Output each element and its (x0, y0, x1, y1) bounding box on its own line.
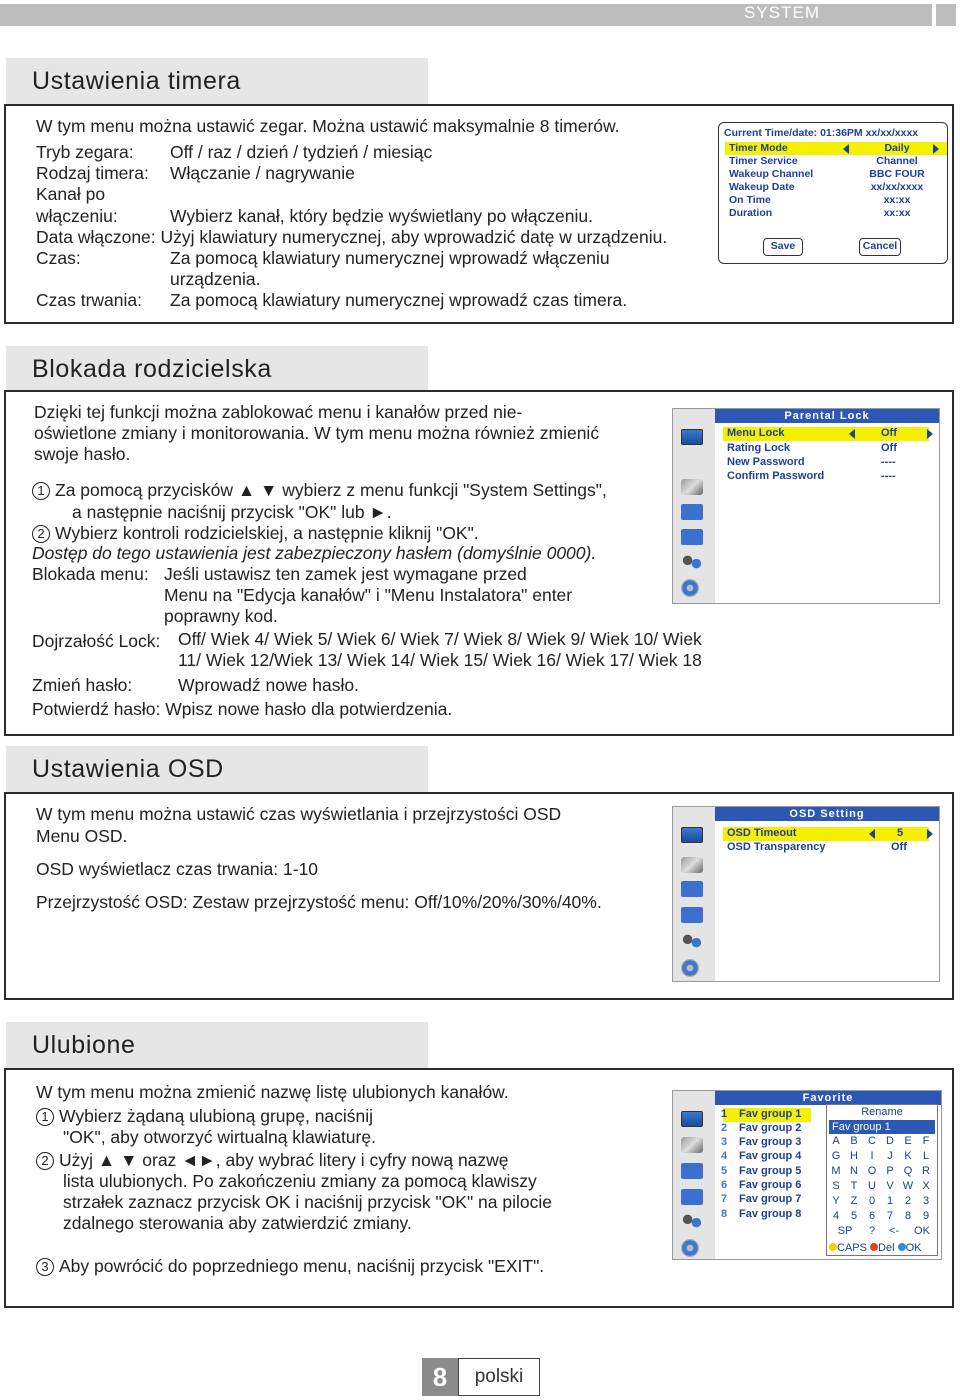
timer-row-value[interactable]: BBC FOUR (869, 168, 925, 180)
fav-step-2-text: Użyj ▲ ▼ oraz ◄►, aby wybrać litery i cyfry nową nazwę (59, 1150, 509, 1170)
ok-legend: OK (905, 1242, 922, 1254)
timer-intro: W tym menu można ustawić zegar. Można ustawić maksymalnie 8 timerów. (36, 116, 620, 136)
key[interactable]: N (850, 1165, 858, 1177)
menu-icon-column (673, 1091, 715, 1259)
fav-group-label[interactable]: Fav group 5 (739, 1165, 802, 1177)
parental-lock-label: Blokada menu: (32, 564, 149, 584)
tools-icon[interactable] (681, 479, 703, 495)
section-tab-favorites (6, 1022, 428, 1068)
timer-row-label[interactable]: On Time (729, 194, 771, 206)
people-icon[interactable] (681, 933, 703, 949)
key[interactable]: B (850, 1135, 858, 1147)
menu-icon-column (673, 807, 715, 981)
key[interactable]: F (922, 1135, 930, 1147)
osd-p4: Przejrzystość OSD: Zestaw przejrzystość menu: Off/10%/20%/30%/40%. (36, 892, 602, 912)
key[interactable]: U (868, 1180, 876, 1192)
section-title-parental: Blokada rodzicielska (32, 355, 272, 383)
parental-step-2 (32, 523, 479, 544)
timer-dialog-header: Current Time/date: 01:36PM xx/xx/xxxx (724, 127, 919, 139)
key[interactable]: T (850, 1180, 858, 1192)
rename-field[interactable]: Fav group 1 (829, 1120, 935, 1134)
key[interactable]: V (886, 1180, 894, 1192)
key[interactable]: 9 (922, 1210, 930, 1222)
arrow-left-icon[interactable] (869, 829, 875, 839)
rename-title: Rename (861, 1106, 903, 1118)
key[interactable]: W (902, 1180, 914, 1192)
parental-p3: swoje hasło. (34, 444, 131, 464)
parental-step-1 (32, 480, 607, 501)
fav-step-1-text: Wybierz żądaną ulubioną grupę, naciśnij (59, 1106, 374, 1126)
timer-mode-label: Tryb zegara: (36, 142, 134, 162)
key[interactable]: O (867, 1165, 877, 1177)
fav-group-num[interactable]: 2 (721, 1122, 728, 1134)
backspace-key[interactable]: <- (888, 1225, 900, 1237)
parental-age-2: 11/ Wiek 12/Wiek 13/ Wiek 14/ Wiek 15/ Wiek 16/ Wiek 17/ Wiek 18 (178, 650, 702, 670)
fav-p1: W tym menu można zmienić nazwę listę ulubionych kanałów. (36, 1082, 509, 1102)
section-tab-timer (6, 58, 428, 104)
space-key[interactable]: SP (837, 1225, 853, 1237)
timer-row-value[interactable]: xx:xx (883, 194, 911, 206)
key[interactable]: ? (868, 1225, 876, 1237)
save-button[interactable]: Save (763, 238, 803, 256)
parental-row-label[interactable]: New Password (727, 456, 805, 468)
key[interactable]: E (904, 1135, 912, 1147)
folder-icon[interactable] (681, 1163, 703, 1179)
key[interactable]: H (850, 1150, 858, 1162)
parental-note: Dostęp do tego ustawienia jest zabezpieczony hasłem (domyślnie 0000). (32, 543, 597, 563)
disc-icon[interactable] (681, 959, 699, 977)
timer-row-value[interactable]: xx:xx (883, 207, 911, 219)
fav-group-num[interactable]: 6 (721, 1179, 728, 1191)
section-tab-osd (6, 746, 428, 792)
key[interactable]: 6 (868, 1210, 876, 1222)
folder-icon[interactable] (681, 881, 703, 897)
parental-p1: Dzięki tej funkcji można zablokować menu i kanałów przed nie- (34, 402, 523, 422)
fav-group-label[interactable]: Fav group 7 (739, 1193, 802, 1205)
fav-group-num[interactable]: 5 (721, 1165, 728, 1177)
menu-icon-column (673, 409, 715, 603)
key[interactable]: 0 (868, 1195, 876, 1207)
parental-pw-label: Zmień hasło: (32, 675, 133, 695)
section-title-timer: Ustawienia timera (32, 67, 241, 95)
timer-duration-label: Czas trwania: (36, 290, 143, 310)
key[interactable]: S (832, 1180, 840, 1192)
fav-step-3-text: Aby powrócić do poprzedniego menu, naciśnij przycisk "EXIT". (59, 1256, 545, 1276)
timer-row-label[interactable]: Timer Service (729, 155, 798, 167)
key[interactable]: 1 (886, 1195, 894, 1207)
favorite-panel-title: Favorite (715, 1091, 941, 1105)
parental-lock-1: Jeśli ustawisz ten zamek jest wymagane przed (164, 564, 527, 584)
osd-row-value[interactable]: Off (891, 841, 907, 853)
header-edge (936, 4, 956, 26)
fav-group-label[interactable]: Fav group 4 (739, 1150, 802, 1162)
timer-time-label: Czas: (36, 248, 81, 268)
fav-step-2b: lista ulubionych. Po zakończeniu zmiany za pomocą klawiszy (63, 1171, 537, 1191)
parental-lock-panel (672, 408, 940, 604)
key[interactable]: X (922, 1180, 930, 1192)
timer-row-value[interactable]: Channel (876, 155, 918, 167)
step-number-2: 2 (32, 525, 50, 543)
timer-type-value: Włączanie / nagrywanie (170, 163, 355, 183)
osd-p2: Menu OSD. (36, 826, 128, 846)
arrow-left-icon[interactable] (849, 429, 855, 439)
key[interactable]: L (922, 1150, 930, 1162)
step-number-2: 2 (36, 1152, 54, 1170)
fav-group-label[interactable]: Fav group 1 (739, 1108, 802, 1120)
tools-icon[interactable] (681, 1137, 703, 1153)
parental-row-label[interactable]: Rating Lock (727, 442, 790, 454)
cancel-button[interactable]: Cancel (859, 238, 901, 256)
fav-step-1 (36, 1106, 373, 1127)
folder-icon[interactable] (681, 907, 703, 923)
section-title-favorites: Ulubione (32, 1031, 136, 1059)
parental-step-1-text: Za pomocą przycisków ▲ ▼ wybierz z menu funkcji "System Settings", (55, 480, 607, 500)
fav-group-label[interactable]: Fav group 3 (739, 1136, 802, 1148)
parental-pw-value: Wprowadź nowe hasło. (178, 675, 359, 695)
monitor-icon[interactable] (681, 827, 703, 843)
key[interactable]: I (870, 1150, 874, 1162)
header-title: SYSTEM (744, 3, 820, 22)
header-bar (0, 0, 960, 28)
key[interactable]: P (886, 1165, 894, 1177)
timer-type-label: Rodzaj timera: (36, 163, 149, 183)
page-language: polski (458, 1358, 540, 1396)
key[interactable]: Q (903, 1165, 913, 1177)
fav-group-label[interactable]: Fav group 2 (739, 1122, 802, 1134)
fav-group-num[interactable]: 1 (721, 1108, 728, 1120)
osd-panel-title: OSD Setting (715, 807, 939, 821)
key[interactable]: 3 (922, 1195, 930, 1207)
key[interactable]: A (832, 1135, 840, 1147)
key[interactable]: 8 (904, 1210, 912, 1222)
key[interactable]: 5 (850, 1210, 858, 1222)
parental-row-value[interactable]: Off (881, 442, 897, 454)
timer-channel-value: Wybierz kanał, który będzie wyświetlany po włączeniu. (170, 206, 593, 226)
fav-group-label[interactable]: Fav group 6 (739, 1179, 802, 1191)
fav-group-num[interactable]: 7 (721, 1193, 728, 1205)
fav-step-2d: zdalnego sterowania aby zatwierdzić zmiany. (63, 1213, 412, 1233)
parental-age-label: Dojrzałość Lock: (32, 631, 161, 651)
timer-row-label[interactable]: Wakeup Channel (729, 168, 814, 180)
folder-icon[interactable] (681, 529, 703, 545)
section-tab-parental (6, 346, 428, 392)
key[interactable]: Y (832, 1195, 840, 1207)
osd-row-value[interactable]: 5 (897, 827, 904, 839)
red-dot-icon (870, 1243, 878, 1251)
parental-lock-3: poprawny kod. (164, 606, 278, 626)
key[interactable]: M (831, 1165, 841, 1177)
timer-channel-label-1: Kanał po (36, 184, 106, 204)
rename-keyboard (826, 1104, 938, 1256)
parental-step-1b: a następnie naciśnij przycisk "OK" lub ►. (72, 502, 392, 522)
osd-row-label[interactable]: OSD Transparency (727, 841, 826, 853)
ok-key[interactable]: OK (914, 1225, 930, 1237)
parental-lock-2: Menu na "Edycja kanałów" i "Menu Instalatora" enter (164, 585, 573, 605)
parental-confirm: Potwierdź hasło: Wpisz nowe hasło dla potwierdzenia. (32, 699, 453, 719)
tools-icon[interactable] (681, 857, 703, 873)
key[interactable]: G (831, 1150, 841, 1162)
key[interactable]: 7 (886, 1210, 894, 1222)
timer-row-label[interactable]: Timer Mode (729, 142, 788, 154)
timer-channel-label-2: włączeniu: (36, 206, 118, 226)
parental-row-value[interactable]: Off (881, 427, 897, 439)
key[interactable]: K (904, 1150, 912, 1162)
section-title-osd: Ustawienia OSD (32, 755, 224, 783)
key[interactable]: R (922, 1165, 930, 1177)
parental-row-value[interactable]: ---- (881, 456, 896, 468)
step-number-1: 1 (36, 1108, 54, 1126)
timer-date-line: Data włączone: Użyj klawiatury numerycznej, aby wprowadzić datę w urządzeniu. (36, 227, 668, 247)
key[interactable]: J (887, 1150, 893, 1162)
folder-icon[interactable] (681, 1189, 703, 1205)
timer-row-label[interactable]: Wakeup Date (729, 181, 795, 193)
osd-setting-panel (672, 806, 940, 982)
parental-step-2-text: Wybierz kontroli rodzicielskiej, a następnie kliknij "OK". (55, 523, 479, 543)
page-number: 8 (422, 1358, 458, 1396)
timer-row-value[interactable]: Daily (884, 142, 910, 154)
yellow-dot-icon (829, 1243, 837, 1251)
parental-p2: oświetlone zmiany i monitorowania. W tym menu można również zmienić (34, 423, 600, 443)
parental-row-value[interactable]: ---- (881, 470, 896, 482)
caps-legend: CAPS (837, 1242, 867, 1254)
keyboard-legend (829, 1242, 937, 1254)
fav-step-3 (36, 1256, 544, 1277)
people-icon[interactable] (681, 1213, 703, 1229)
timer-row-value[interactable]: xx/xx/xxxx (870, 181, 924, 193)
osd-p3: OSD wyświetlacz czas trwania: 1-10 (36, 859, 319, 879)
fav-group-num[interactable]: 8 (721, 1208, 728, 1220)
monitor-icon[interactable] (681, 1111, 703, 1127)
key[interactable]: D (886, 1135, 894, 1147)
step-number-1: 1 (32, 482, 50, 500)
arrow-right-icon[interactable] (927, 829, 933, 839)
timer-dialog (718, 122, 948, 264)
timer-row-label[interactable]: Duration (729, 207, 773, 219)
fav-step-1b: "OK", aby otworzyć wirtualną klawiaturę. (63, 1127, 376, 1147)
step-number-3: 3 (36, 1258, 54, 1276)
folder-icon[interactable] (681, 504, 703, 520)
disc-icon[interactable] (681, 1239, 699, 1257)
parental-age-1: Off/ Wiek 4/ Wiek 5/ Wiek 6/ Wiek 7/ Wiek 8/ Wiek 9/ Wiek 10/ Wiek (178, 629, 702, 649)
disc-icon[interactable] (681, 579, 699, 597)
people-icon[interactable] (681, 554, 703, 570)
fav-step-2 (36, 1150, 509, 1171)
fav-step-2c: strzałek zaznacz przycisk OK i naciśnij przycisk "OK" na pilocie (63, 1192, 552, 1212)
timer-duration-value: Za pomocą klawiatury numerycznej wprowadź czas timera. (170, 290, 628, 310)
timer-time-value-2: urządzenia. (170, 269, 261, 289)
key[interactable]: 4 (832, 1210, 840, 1222)
parental-row-label[interactable]: Confirm Password (727, 470, 825, 482)
arrow-left-icon[interactable] (843, 144, 849, 154)
osd-row-label[interactable]: OSD Timeout (727, 827, 797, 839)
key[interactable]: 2 (904, 1195, 912, 1207)
key[interactable]: Z (850, 1195, 858, 1207)
arrow-right-icon[interactable] (933, 144, 939, 154)
fav-group-label[interactable]: Fav group 8 (739, 1208, 802, 1220)
parental-panel-title: Parental Lock (715, 409, 939, 423)
del-legend: Del (878, 1242, 895, 1254)
timer-time-value-1: Za pomocą klawiatury numerycznej wprowadź włączeniu (170, 248, 610, 268)
osd-p1: W tym menu można ustawić czas wyświetlania i przejrzystości OSD (36, 804, 562, 824)
key[interactable]: C (868, 1135, 876, 1147)
arrow-right-icon[interactable] (927, 429, 933, 439)
monitor-icon[interactable] (681, 429, 703, 445)
parental-row-label[interactable]: Menu Lock (727, 427, 785, 439)
blue-dot-icon (898, 1243, 906, 1251)
fav-group-num[interactable]: 3 (721, 1136, 728, 1148)
timer-mode-value: Off / raz / dzień / tydzień / miesiąc (170, 142, 433, 162)
fav-group-num[interactable]: 4 (721, 1150, 728, 1162)
